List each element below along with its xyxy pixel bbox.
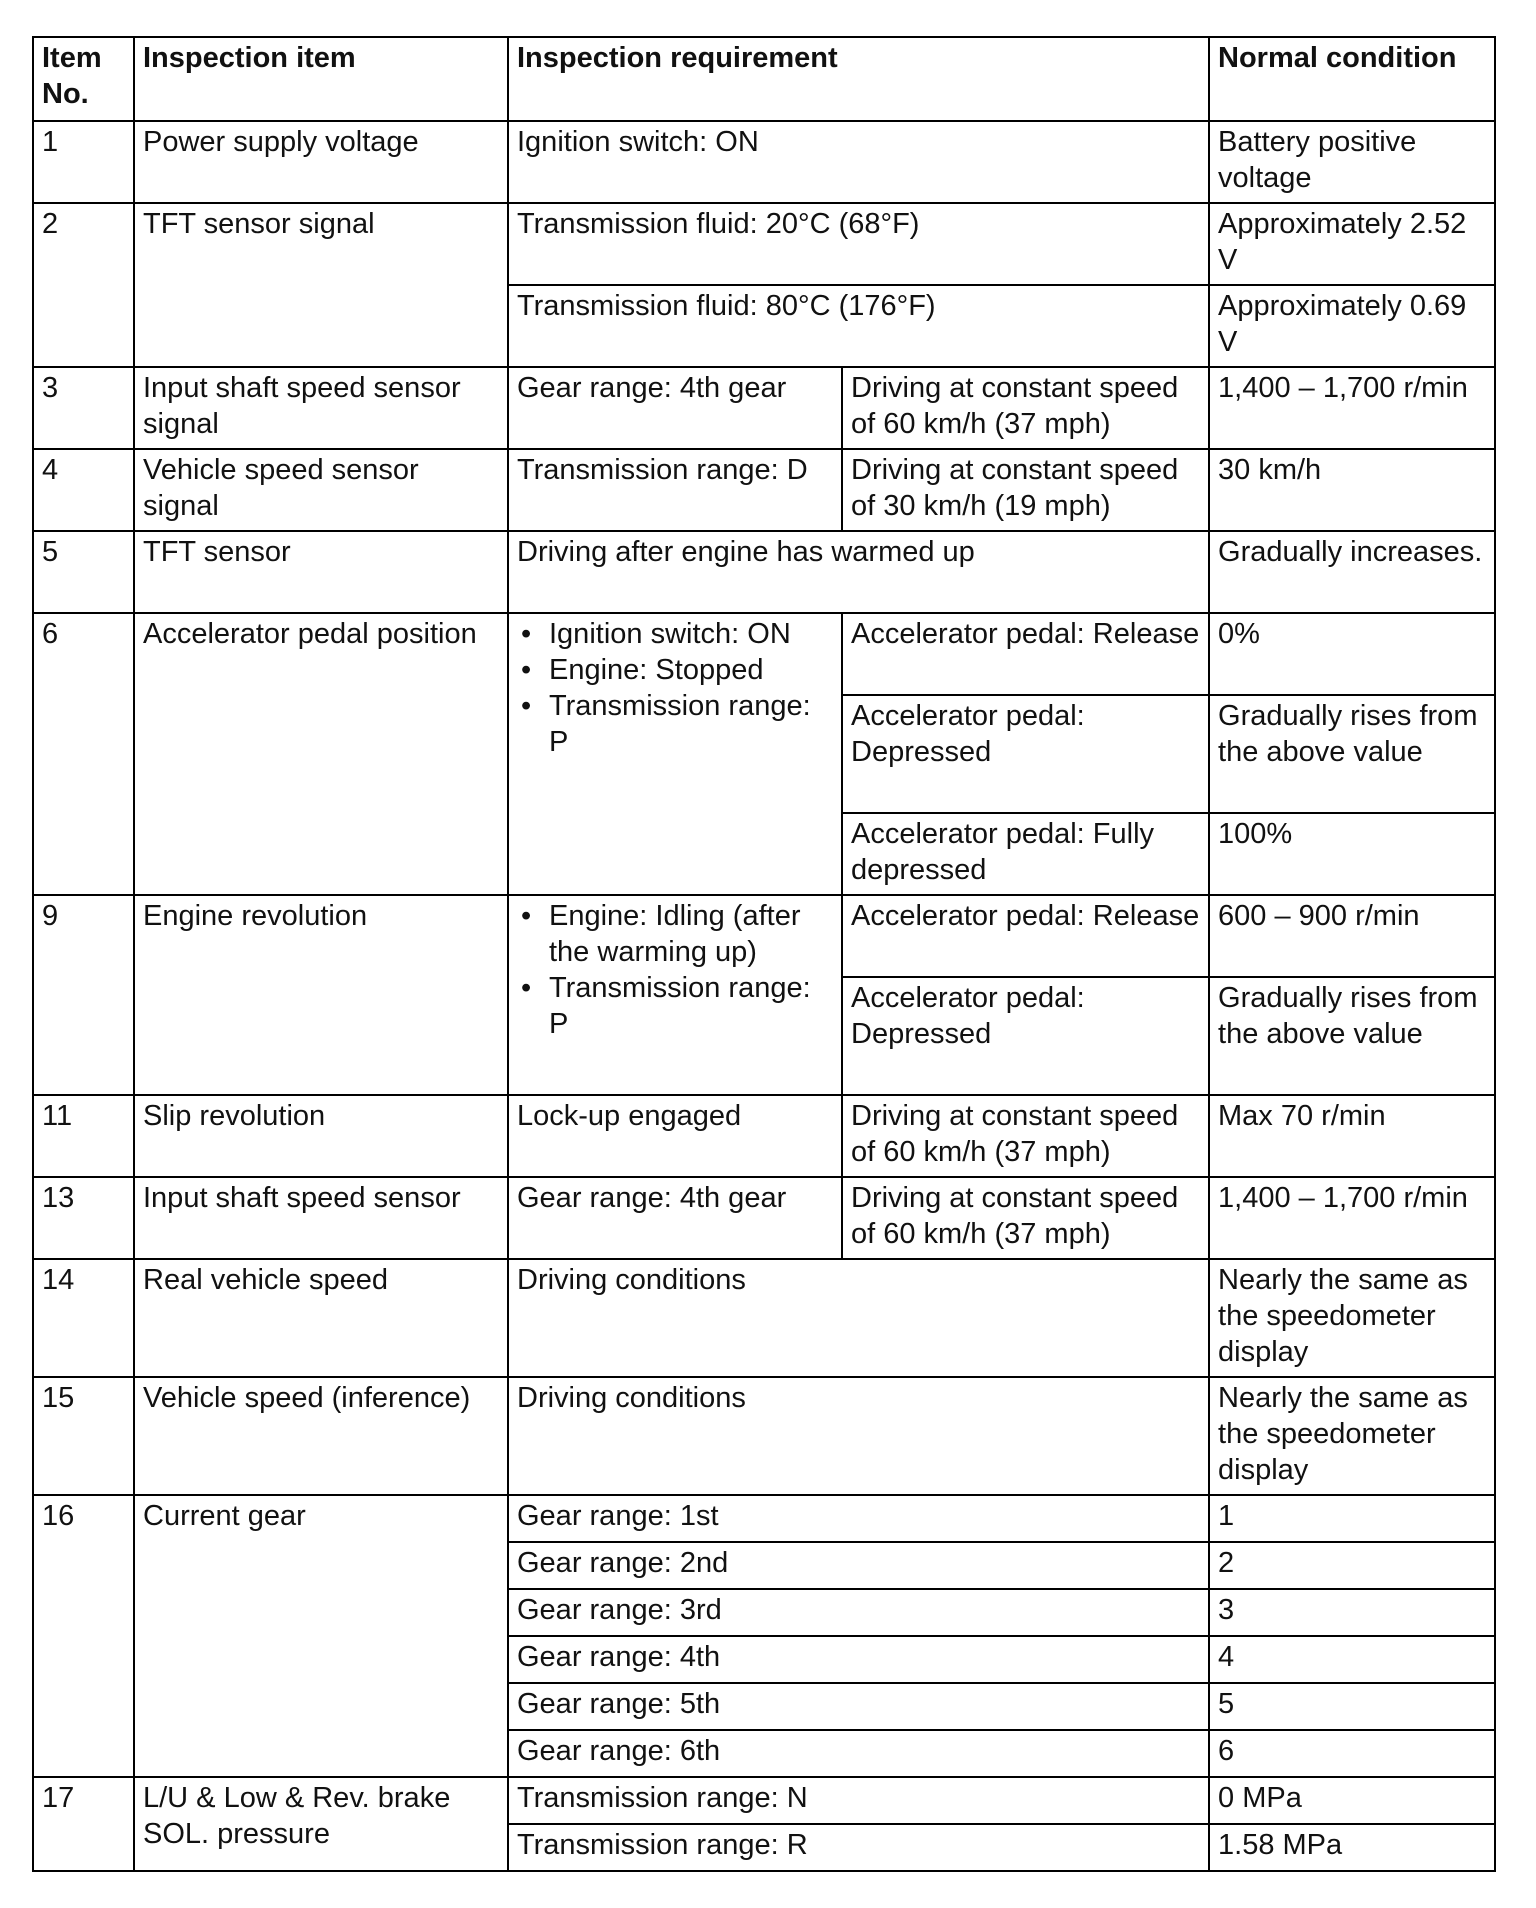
normal-condition-cell: Approximately 2.52 V [1209, 203, 1495, 285]
item-no-cell: 13 [33, 1177, 134, 1259]
table-row [33, 121, 1495, 203]
requirement-cell: Gear range: 4th [508, 1636, 1209, 1683]
inspection-item-cell: TFT sensor signal [134, 203, 508, 367]
item-no-cell: 11 [33, 1095, 134, 1177]
normal-condition-cell: 6 [1209, 1730, 1495, 1777]
requirement-cell: Driving conditions [508, 1259, 1209, 1377]
item-no-cell: 14 [33, 1259, 134, 1377]
normal-condition-cell: 1,400 – 1,700 r/min [1209, 1177, 1495, 1259]
table-row [33, 1777, 1495, 1824]
inspection-item-cell: Vehicle speed sensor signal [134, 449, 508, 531]
table-row [33, 1495, 1495, 1542]
requirement-cell: Gear range: 4th gear [508, 367, 842, 449]
requirement-detail-cell: Accelerator pedal: Depressed [842, 695, 1209, 813]
table-row [33, 895, 1495, 977]
item-no-cell: 6 [33, 613, 134, 895]
table-row [33, 367, 1495, 449]
table-row [33, 531, 1495, 613]
normal-condition-cell: Gradually rises from the above value [1209, 977, 1495, 1095]
requirement-cell: Driving after engine has warmed up [508, 531, 1209, 613]
requirement-cell: Gear range: 4th gear [508, 1177, 842, 1259]
requirement-cell: Gear range: 1st [508, 1495, 1209, 1542]
condition-list [517, 616, 835, 760]
requirement-cell: Transmission range: N [508, 1777, 1209, 1824]
normal-condition-cell: 30 km/h [1209, 449, 1495, 531]
condition-list-item: • Engine: Idling (after the warming up) [549, 898, 835, 970]
requirement-cell: Gear range: 5th [508, 1683, 1209, 1730]
requirement-detail-cell: Driving at constant speed of 30 km/h (19 mph) [842, 449, 1209, 531]
table-row [33, 1177, 1495, 1259]
normal-condition-cell: 1,400 – 1,700 r/min [1209, 367, 1495, 449]
requirement-detail-cell: Driving at constant speed of 60 km/h (37 mph) [842, 1177, 1209, 1259]
item-no-cell: 3 [33, 367, 134, 449]
item-no-cell: 15 [33, 1377, 134, 1495]
condition-list-item: • Ignition switch: ON [549, 616, 835, 652]
requirement-cell: Driving conditions [508, 1377, 1209, 1495]
normal-condition-cell: 4 [1209, 1636, 1495, 1683]
inspection-item-cell: Power supply voltage [134, 121, 508, 203]
inspection-table [32, 36, 1496, 1872]
requirement-cell: Lock-up engaged [508, 1095, 842, 1177]
header-item-no: Item No. [33, 37, 134, 121]
table-row [33, 1259, 1495, 1377]
inspection-item-cell: Input shaft speed sensor [134, 1177, 508, 1259]
condition-list-item: • Transmission range: P [549, 688, 835, 760]
requirement-detail-cell: Accelerator pedal: Release [842, 613, 1209, 695]
table-row [33, 1095, 1495, 1177]
requirement-detail-cell: Driving at constant speed of 60 km/h (37 mph) [842, 367, 1209, 449]
item-no-cell: 9 [33, 895, 134, 1095]
requirement-cell: Transmission fluid: 20°C (68°F) [508, 203, 1209, 285]
requirement-detail-cell: Accelerator pedal: Fully depressed [842, 813, 1209, 895]
inspection-item-cell: Vehicle speed (inference) [134, 1377, 508, 1495]
inspection-item-cell: TFT sensor [134, 531, 508, 613]
requirement-detail-cell: Accelerator pedal: Depressed [842, 977, 1209, 1095]
condition-list-item: • Transmission range: P [549, 970, 835, 1042]
requirement-detail-cell: Accelerator pedal: Release [842, 895, 1209, 977]
inspection-item-cell: Input shaft speed sensor signal [134, 367, 508, 449]
table-row [33, 1377, 1495, 1495]
inspection-item-cell: Engine revolution [134, 895, 508, 1095]
requirement-cell: Transmission range: D [508, 449, 842, 531]
requirement-cell: Ignition switch: ON [508, 121, 1209, 203]
normal-condition-cell: 0% [1209, 613, 1495, 695]
item-no-cell: 4 [33, 449, 134, 531]
normal-condition-cell: Battery positive voltage [1209, 121, 1495, 203]
table-row [33, 203, 1495, 285]
requirement-cell: Transmission fluid: 80°C (176°F) [508, 285, 1209, 367]
requirement-detail-cell: Driving at constant speed of 60 km/h (37 mph) [842, 1095, 1209, 1177]
inspection-item-cell: Real vehicle speed [134, 1259, 508, 1377]
table-row [33, 613, 1495, 695]
condition-list-item: • Engine: Stopped [549, 652, 835, 688]
normal-condition-cell: Nearly the same as the speedometer display [1209, 1259, 1495, 1377]
inspection-item-cell: Current gear [134, 1495, 508, 1777]
normal-condition-cell: 1.58 MPa [1209, 1824, 1495, 1871]
item-no-cell: 1 [33, 121, 134, 203]
requirement-cell: Gear range: 2nd [508, 1542, 1209, 1589]
requirement-cell: Transmission range: R [508, 1824, 1209, 1871]
normal-condition-cell: 5 [1209, 1683, 1495, 1730]
normal-condition-cell: 0 MPa [1209, 1777, 1495, 1824]
normal-condition-cell: 1 [1209, 1495, 1495, 1542]
requirement-cell: Gear range: 6th [508, 1730, 1209, 1777]
requirement-cell: Gear range: 3rd [508, 1589, 1209, 1636]
requirement-conditions-cell [508, 613, 842, 895]
normal-condition-cell: Gradually rises from the above value [1209, 695, 1495, 813]
table-header-row [33, 37, 1495, 121]
inspection-item-cell: Slip revolution [134, 1095, 508, 1177]
normal-condition-cell: 3 [1209, 1589, 1495, 1636]
normal-condition-cell: Nearly the same as the speedometer display [1209, 1377, 1495, 1495]
header-normal-condition: Normal condition [1209, 37, 1495, 121]
header-inspection-item: Inspection item [134, 37, 508, 121]
normal-condition-cell: 600 – 900 r/min [1209, 895, 1495, 977]
condition-list [517, 898, 835, 1042]
item-no-cell: 2 [33, 203, 134, 367]
normal-condition-cell: Max 70 r/min [1209, 1095, 1495, 1177]
inspection-item-cell: L/U & Low & Rev. brake SOL. pressure [134, 1777, 508, 1871]
normal-condition-cell: Gradually increases. [1209, 531, 1495, 613]
header-inspection-requirement: Inspection requirement [508, 37, 1209, 121]
table-row [33, 449, 1495, 531]
normal-condition-cell: 2 [1209, 1542, 1495, 1589]
normal-condition-cell: 100% [1209, 813, 1495, 895]
item-no-cell: 17 [33, 1777, 134, 1871]
item-no-cell: 5 [33, 531, 134, 613]
item-no-cell: 16 [33, 1495, 134, 1777]
normal-condition-cell: Approximately 0.69 V [1209, 285, 1495, 367]
inspection-item-cell: Accelerator pedal position [134, 613, 508, 895]
requirement-conditions-cell [508, 895, 842, 1095]
